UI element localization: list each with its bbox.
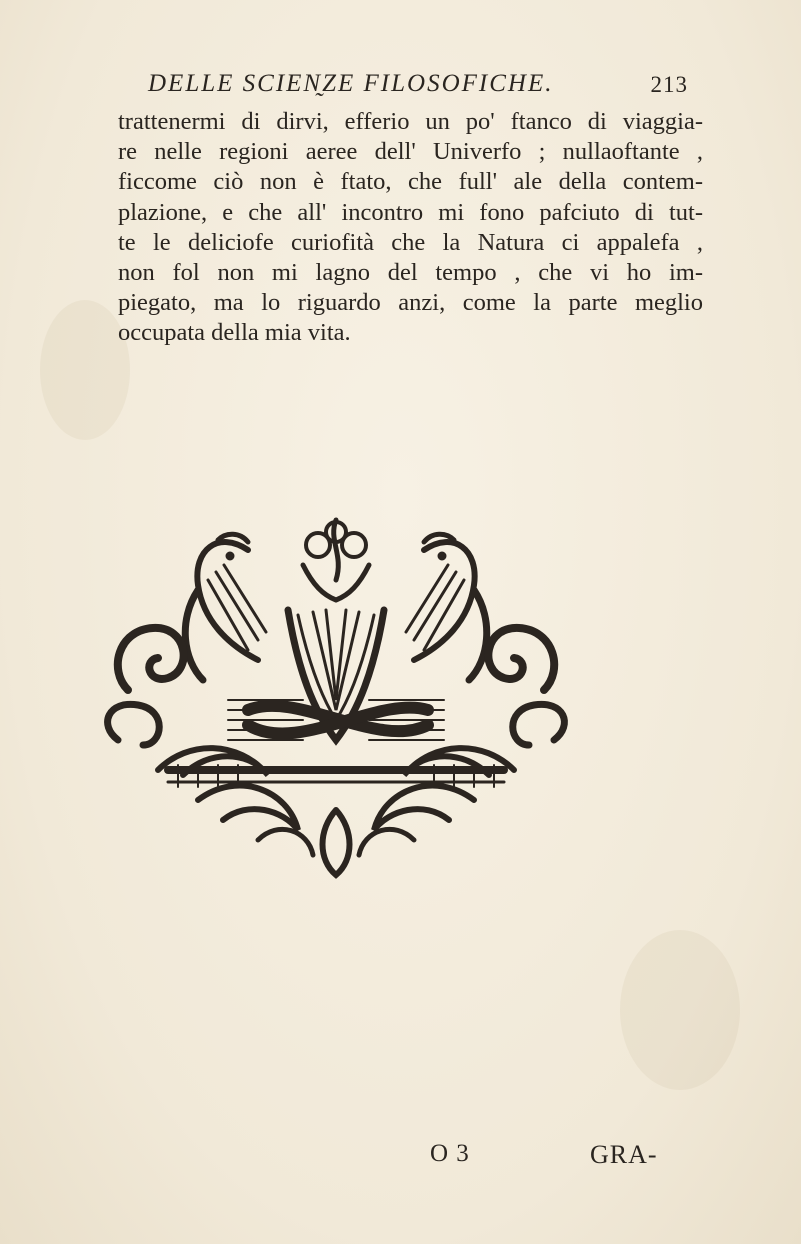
text-line: te le deliciofe curiofità che la Natura ci appalefa , bbox=[118, 228, 703, 256]
running-head: DELLE SCIEN̰ZE FILOSOFICHE. bbox=[148, 70, 554, 97]
text-line: trattenermi di dirvi, efferio un po' ftanco di viaggia- bbox=[118, 108, 703, 135]
paper-stain bbox=[620, 930, 740, 1090]
flower-bouquet-icon bbox=[303, 520, 369, 600]
text-line: ficcome ciò non è ftato, che full' ale della contem- bbox=[118, 168, 703, 196]
text-line: plazione, e che all' incontro mi fono pafciuto di tut- bbox=[118, 198, 703, 226]
text-line: re nelle regioni aeree dell' Univerfo ; nullaoftante , bbox=[118, 138, 703, 166]
catchword: GRA- bbox=[590, 1140, 658, 1169]
lower-volute-icon bbox=[323, 810, 350, 875]
right-bird-icon bbox=[406, 534, 487, 680]
signature-mark: O 3 bbox=[430, 1140, 470, 1167]
body-paragraph bbox=[118, 107, 703, 349]
paper-stain bbox=[40, 300, 130, 440]
text-line: non fol non mi lagno del tempo , che vi ho im- bbox=[118, 259, 703, 287]
page-footer bbox=[0, 1140, 801, 1180]
page-header bbox=[148, 70, 688, 104]
left-bird-icon bbox=[185, 534, 266, 680]
text-line: occupata della mia vita. bbox=[118, 319, 351, 347]
text-line: piegato, ma lo riguardo anzi, come la parte meglio bbox=[118, 289, 703, 317]
page-number: 213 bbox=[650, 72, 688, 97]
baroque-tailpiece-ornament-icon bbox=[98, 510, 574, 882]
